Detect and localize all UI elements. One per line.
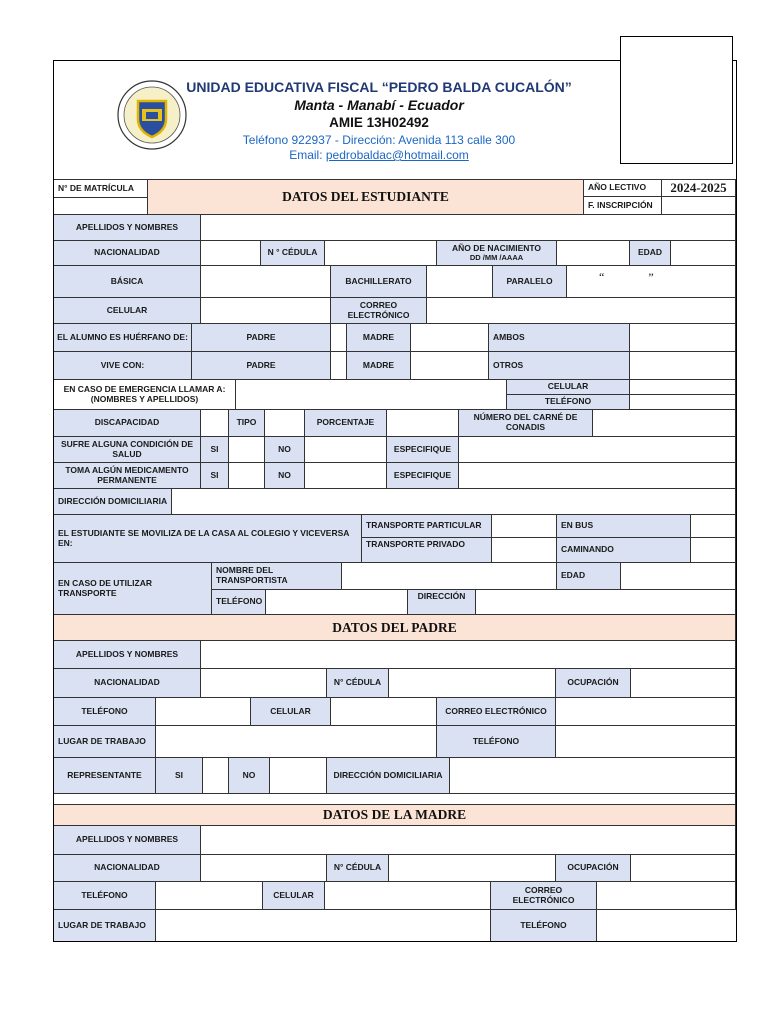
paralelo-label: PARALELO bbox=[493, 266, 567, 298]
basica-label: BÁSICA bbox=[54, 266, 201, 298]
mother-nacionalidad-input[interactable] bbox=[201, 855, 327, 882]
nacimiento-title: AÑO DE NACIMIENTO bbox=[451, 242, 542, 253]
vive-padre-label: PADRE bbox=[192, 352, 331, 380]
condicion-no-label: NO bbox=[265, 437, 305, 463]
matricula-input[interactable] bbox=[54, 198, 148, 215]
en-bus-check[interactable] bbox=[691, 515, 736, 538]
school-amie: AMIE 13H02492 bbox=[329, 115, 429, 130]
medicamento-especifique-label: ESPECIFIQUE bbox=[387, 463, 459, 489]
father-no-label: NO bbox=[229, 758, 270, 794]
edad-label: EDAD bbox=[630, 241, 671, 266]
transportista-edad-label: EDAD bbox=[557, 563, 621, 590]
discapacidad-label: DISCAPACIDAD bbox=[54, 410, 201, 437]
emergencia-telefono-label: TELÉFONO bbox=[507, 395, 630, 410]
father-ocupacion-input[interactable] bbox=[631, 669, 736, 698]
father-telefono2-input[interactable] bbox=[556, 726, 736, 758]
medicamento-no-check[interactable] bbox=[305, 463, 387, 489]
tipo-input[interactable] bbox=[265, 410, 305, 437]
mother-celular-input[interactable] bbox=[325, 882, 491, 910]
direccion-input[interactable] bbox=[172, 489, 736, 515]
apellidos-label: APELLIDOS Y NOMBRES bbox=[54, 215, 201, 241]
bachillerato-label: BACHILLERATO bbox=[331, 266, 427, 298]
celular-input[interactable] bbox=[201, 298, 331, 324]
father-lugar-input[interactable] bbox=[156, 726, 437, 758]
father-celular-input[interactable] bbox=[331, 698, 437, 726]
section-mother-title: DATOS DE LA MADRE bbox=[54, 805, 736, 826]
father-correo-label: CORREO ELECTRÓNICO bbox=[437, 698, 556, 726]
transporte-privado-check[interactable] bbox=[492, 538, 557, 563]
moviliza-label: EL ESTUDIANTE SE MOVILIZA DE LA CASA AL COLEGIO Y VICEVERSA EN: bbox=[54, 515, 362, 563]
huerfano-label: EL ALUMNO ES HUÉRFANO DE: bbox=[54, 324, 192, 352]
bachillerato-input[interactable] bbox=[427, 266, 493, 298]
email-link[interactable]: pedrobaldac@hotmail.com bbox=[325, 148, 469, 162]
photo-box bbox=[620, 36, 733, 164]
vive-otros-label: OTROS bbox=[489, 352, 630, 380]
father-cedula-label: N° CÉDULA bbox=[327, 669, 389, 698]
transporte-particular-label: TRANSPORTE PARTICULAR bbox=[362, 515, 492, 538]
mother-correo-label: CORREO ELECTRÓNICO bbox=[491, 882, 597, 910]
nacionalidad-input[interactable] bbox=[201, 241, 261, 266]
mother-apellidos-input[interactable] bbox=[201, 826, 736, 855]
father-cedula-input[interactable] bbox=[389, 669, 556, 698]
quote-open: “ bbox=[599, 270, 605, 284]
carne-label: NÚMERO DEL CARNÉ DE CONADIS bbox=[459, 410, 593, 437]
ano-lectivo-value: 2024-2025 bbox=[662, 179, 736, 197]
transportista-edad-input[interactable] bbox=[621, 563, 736, 590]
condicion-si-check[interactable] bbox=[229, 437, 265, 463]
huerfano-madre-check[interactable] bbox=[411, 324, 489, 352]
cedula-label: N ° CÉDULA bbox=[261, 241, 325, 266]
father-lugar-label: LUGAR DE TRABAJO bbox=[54, 726, 156, 758]
ano-lectivo-label: AÑO LECTIVO bbox=[584, 179, 662, 197]
mother-telefono-label: TELÉFONO bbox=[54, 882, 156, 910]
emergencia-celular-label: CELULAR bbox=[507, 380, 630, 395]
emergencia-input[interactable] bbox=[236, 380, 507, 410]
emergencia-celular-input[interactable] bbox=[630, 380, 736, 395]
apellidos-input[interactable] bbox=[201, 215, 736, 241]
nacionalidad-label: NACIONALIDAD bbox=[54, 241, 201, 266]
matricula-label: N° DE MATRÍCULA bbox=[54, 179, 148, 198]
father-telefono-input[interactable] bbox=[156, 698, 251, 726]
school-city: Manta - Manabí - Ecuador bbox=[294, 97, 464, 113]
father-no-check[interactable] bbox=[270, 758, 327, 794]
cedula-input[interactable] bbox=[325, 241, 437, 266]
father-correo-input[interactable] bbox=[556, 698, 736, 726]
mother-cedula-label: N° CÉDULA bbox=[327, 855, 389, 882]
transportista-telefono-label: TELÉFONO bbox=[212, 590, 266, 615]
father-apellidos-input[interactable] bbox=[201, 641, 736, 669]
celular-label: CELULAR bbox=[54, 298, 201, 324]
father-representante-label: REPRESENTANTE bbox=[54, 758, 156, 794]
section-student-title: DATOS DEL ESTUDIANTE bbox=[148, 179, 584, 215]
vive-madre-label: MADRE bbox=[347, 352, 411, 380]
father-nacionalidad-label: NACIONALIDAD bbox=[54, 669, 201, 698]
father-nacionalidad-input[interactable] bbox=[201, 669, 327, 698]
transportista-direccion-input[interactable] bbox=[476, 590, 736, 615]
medicamento-si-check[interactable] bbox=[229, 463, 265, 489]
condicion-label: SUFRE ALGUNA CONDICIÓN DE SALUD bbox=[54, 437, 201, 463]
father-apellidos-label: APELLIDOS Y NOMBRES bbox=[54, 641, 201, 669]
school-name: UNIDAD EDUCATIVA FISCAL “PEDRO BALDA CUCALÓN” bbox=[186, 79, 572, 95]
vive-con-label: VIVE CON: bbox=[54, 352, 192, 380]
nacimiento-format: DD /MM /AAAA bbox=[469, 252, 524, 262]
correo-label: CORREO ELECTRÓNICO bbox=[331, 298, 427, 324]
paralelo-input[interactable] bbox=[567, 266, 736, 298]
school-email-line bbox=[184, 148, 574, 162]
mother-ocupacion-input[interactable] bbox=[631, 855, 736, 882]
mother-cedula-input[interactable] bbox=[389, 855, 556, 882]
father-si-label: SI bbox=[156, 758, 203, 794]
emergencia-telefono-input[interactable] bbox=[630, 395, 736, 410]
huerfano-ambos-check[interactable] bbox=[630, 324, 736, 352]
correo-input[interactable] bbox=[427, 298, 736, 324]
transporte-particular-check[interactable] bbox=[492, 515, 557, 538]
mother-apellidos-label: APELLIDOS Y NOMBRES bbox=[54, 826, 201, 855]
condicion-no-check[interactable] bbox=[305, 437, 387, 463]
father-direccion-input[interactable] bbox=[450, 758, 736, 794]
medicamento-no-label: NO bbox=[265, 463, 305, 489]
medicamento-especifique-input[interactable] bbox=[459, 463, 736, 489]
caminando-check[interactable] bbox=[691, 538, 736, 563]
school-phone-address: Teléfono 922937 - Dirección: Avenida 113 calle 300 bbox=[242, 133, 516, 147]
basica-input[interactable] bbox=[201, 266, 331, 298]
huerfano-padre-check[interactable] bbox=[331, 324, 347, 352]
huerfano-padre-label: PADRE bbox=[192, 324, 331, 352]
mother-lugar-label: LUGAR DE TRABAJO bbox=[54, 910, 156, 941]
edad-input[interactable] bbox=[671, 241, 736, 266]
mother-nacionalidad-label: NACIONALIDAD bbox=[54, 855, 201, 882]
f-inscripcion-input[interactable] bbox=[662, 197, 736, 215]
discapacidad-input[interactable] bbox=[201, 410, 229, 437]
huerfano-ambos-label: AMBOS bbox=[489, 324, 630, 352]
spacer-row bbox=[54, 794, 736, 805]
caminando-label: CAMINANDO bbox=[557, 538, 691, 563]
emergencia-label: EN CASO DE EMERGENCIA LLAMAR A: (NOMBRES Y APELLIDOS) bbox=[54, 380, 236, 410]
vive-madre-check[interactable] bbox=[411, 352, 489, 380]
transportista-direccion-label: DIRECCIÓN bbox=[408, 590, 476, 615]
mother-ocupacion-label: OCUPACIÓN bbox=[556, 855, 631, 882]
en-bus-label: EN BUS bbox=[557, 515, 691, 538]
mother-correo-input[interactable] bbox=[597, 882, 736, 910]
mother-telefono-input[interactable] bbox=[156, 882, 263, 910]
section-father-title: DATOS DEL PADRE bbox=[54, 615, 736, 641]
f-inscripcion-label: F. INSCRIPCIÓN bbox=[584, 197, 662, 215]
huerfano-madre-label: MADRE bbox=[347, 324, 411, 352]
school-logo bbox=[116, 79, 188, 151]
utilizar-transporte-label: EN CASO DE UTILIZAR TRANSPORTE bbox=[54, 563, 212, 615]
condicion-si-label: SI bbox=[201, 437, 229, 463]
nacimiento-label bbox=[437, 241, 557, 266]
porcentaje-input[interactable] bbox=[387, 410, 459, 437]
father-telefono-label: TELÉFONO bbox=[54, 698, 156, 726]
transportista-input[interactable] bbox=[342, 563, 557, 590]
porcentaje-label: PORCENTAJE bbox=[305, 410, 387, 437]
carne-input[interactable] bbox=[593, 410, 736, 437]
mother-telefono2-input[interactable] bbox=[597, 910, 736, 941]
direccion-label: DIRECCIÓN DOMICILIARIA bbox=[54, 489, 172, 515]
transportista-label: NOMBRE DEL TRANSPORTISTA bbox=[212, 563, 342, 590]
father-celular-label: CELULAR bbox=[251, 698, 331, 726]
condicion-especifique-input[interactable] bbox=[459, 437, 736, 463]
medicamento-si-label: SI bbox=[201, 463, 229, 489]
mother-telefono2-label: TELÉFONO bbox=[491, 910, 597, 941]
enrollment-form bbox=[53, 60, 737, 942]
mother-celular-label: CELULAR bbox=[263, 882, 325, 910]
father-telefono2-label: TELÉFONO bbox=[437, 726, 556, 758]
vive-otros-input[interactable] bbox=[630, 352, 736, 380]
nacimiento-input[interactable] bbox=[557, 241, 630, 266]
transportista-telefono-input[interactable] bbox=[266, 590, 408, 615]
medicamento-label: TOMA ALGÚN MEDICAMENTO PERMANENTE bbox=[54, 463, 201, 489]
father-ocupacion-label: OCUPACIÓN bbox=[556, 669, 631, 698]
mother-lugar-input[interactable] bbox=[156, 910, 491, 941]
quote-close: ” bbox=[648, 270, 654, 284]
father-direccion-label: DIRECCIÓN DOMICILIARIA bbox=[327, 758, 450, 794]
condicion-especifique-label: ESPECIFIQUE bbox=[387, 437, 459, 463]
email-label: Email: bbox=[289, 148, 326, 162]
transporte-privado-label: TRANSPORTE PRIVADO bbox=[362, 538, 492, 563]
father-si-check[interactable] bbox=[203, 758, 229, 794]
tipo-label: TIPO bbox=[229, 410, 265, 437]
vive-padre-check[interactable] bbox=[331, 352, 347, 380]
